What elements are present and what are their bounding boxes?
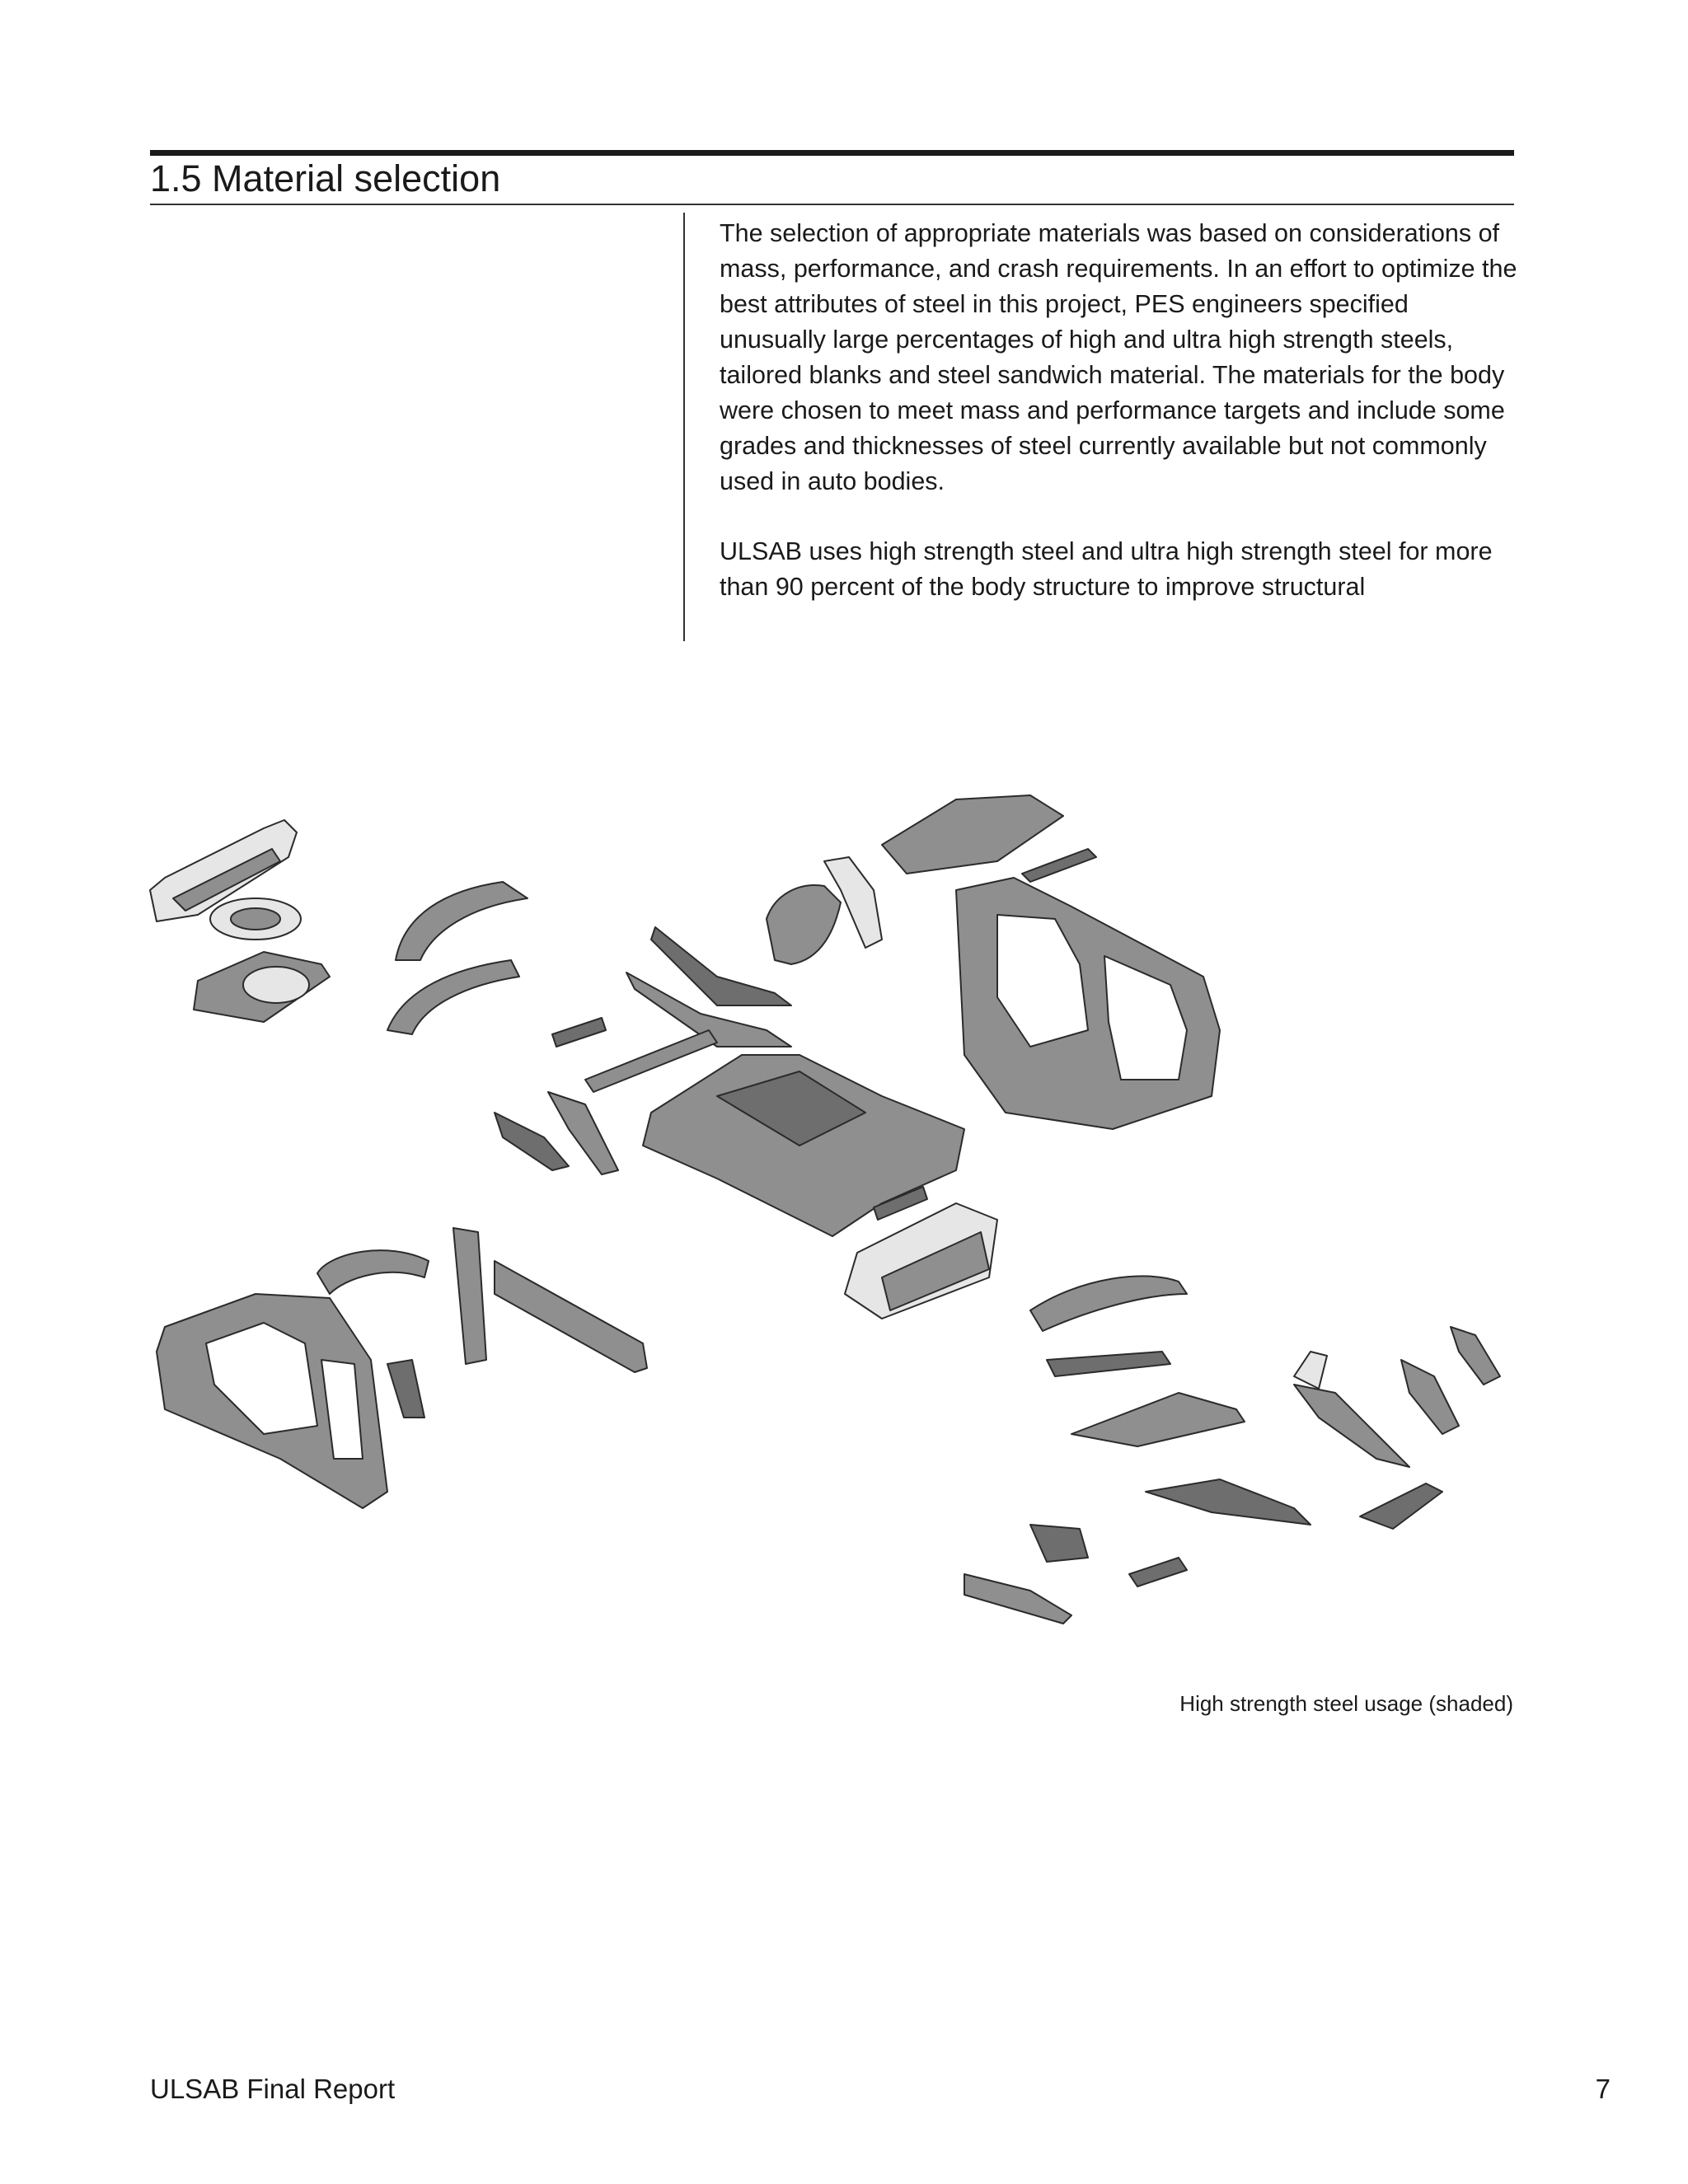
- body-text: [720, 216, 1519, 640]
- exploded-body-illustration: [140, 783, 1525, 1681]
- roof-panel: [882, 795, 1096, 882]
- section-title: 1.5 Material selection: [150, 157, 501, 199]
- front-floor-pan: [643, 1055, 964, 1236]
- rear-wheelhouse-arcs: [387, 882, 528, 1034]
- dash-panel: [845, 1203, 997, 1319]
- front-rails: [1071, 1385, 1442, 1529]
- footer-report-name: ULSAB Final Report: [150, 2074, 396, 2104]
- paragraph-1: The selection of appropriate materials was based on considerations of mass, performance, and crash requirements. In an effort to optimize the best attributes of steel in this project, PES engineers specified unusually large percentages of high and ultra high strength steels, tailored blanks and steel sandwich material. The materials for the body were chosen to meet mass and performance targets and include some grades and thicknesses of steel currently available but not commonly used in auto bodies.: [720, 219, 1517, 495]
- front-lower-members: [964, 1525, 1187, 1624]
- body-side-left: [157, 1294, 387, 1508]
- quarter-inner-panels: [767, 857, 882, 964]
- paragraph-2: ULSAB uses high strength steel and ultra high strength steel for more than 90 percent of the body structure to improve structural: [720, 537, 1493, 601]
- exploded-body-structure-figure: [140, 783, 1525, 1681]
- rear-panel-assembly: [150, 820, 330, 1022]
- figure-caption: High strength steel usage (shaded): [1179, 1691, 1513, 1716]
- column-divider: [683, 213, 685, 641]
- footer-page-number: 7: [1595, 2074, 1611, 2104]
- section-underline: [150, 204, 1514, 205]
- cowl-panels: [1030, 1276, 1187, 1376]
- body-side-right: [956, 878, 1220, 1129]
